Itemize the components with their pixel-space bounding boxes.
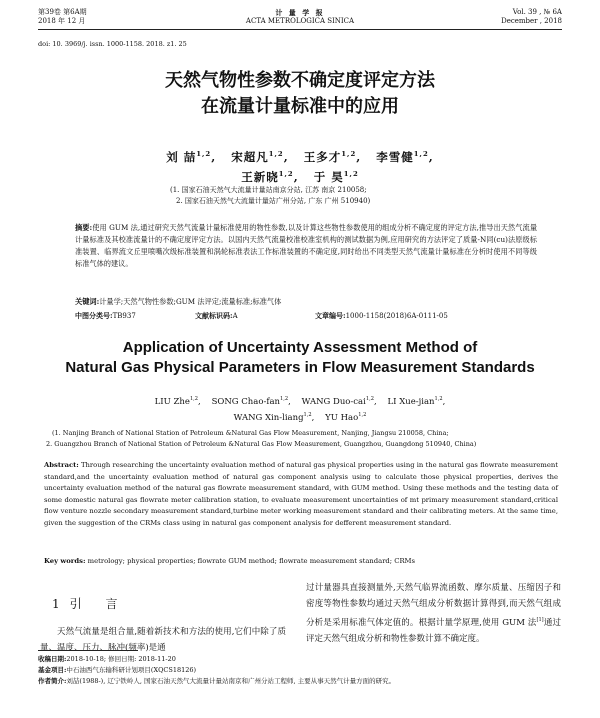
footnote-received: 收稿日期:2018-10-18; 修回日期: 2018-11-20 [38, 655, 176, 663]
keywords-en: Key words: metrology; physical properties; flowrate GUM method; flowrate measurement standard; CRMs [44, 557, 416, 565]
header-rule [38, 29, 562, 30]
intro-right-column: 过计量器具直接测量外,天然气临界流函数、摩尔质量、压缩因子和密度等物性参数均通过天然气组成分析数据计算得到,而天然气组成分析是采用标准气体定值的。根据计量学原理,使用 GUM 法[1]通过评定天然气组成分析和物性参数计算不确定度。 [306, 583, 561, 644]
author-zh: 李雪健$^{1,2}$ [376, 149, 429, 164]
footnote-funding: 基金项目:中石油西气东输科研计划项目(XQCS18126) [38, 666, 197, 674]
intro-left-column: 天然气流量是组合量,随着新技术和方法的使用,它们中除了质量、温度、压力、脉冲(频率)是通 [40, 627, 286, 653]
classification-zh: 中图分类号:TB937 文献标识码:A 文章编号:1000-1158(2018)6A-0111-05 [75, 311, 448, 320]
affiliations-en: (1. Nanjing Branch of National Station of Petroleum &Natural Gas Flow Measurement, Nanjing, Jiangsu 210058, China; 2. Guangzhou Branch of National Station of Petroleum &Natural Gas Flow Measurement, Guangzhou, Guangdong 510940, China) [46, 429, 477, 448]
title-zh-line2: 在流量计量标准中的应用 [201, 96, 399, 117]
journal-volume-en: Vol. 39 , № 6A December , 2018 [501, 8, 562, 25]
footnote-author-bio: 作者简介:刘喆(1988-), 辽宁铁岭人, 国家石油天然气大流量计量站南京和广州分站工程师, 主要从事天然气计量方面的研究。 [38, 677, 396, 685]
title-zh-line1: 天然气物性参数不确定度评定方法 [165, 70, 435, 91]
affiliations-zh: (1. 国家石油天然气大流量计量站南京分站, 江苏 南京 210058; 2. 国家石油天然气大流量计量站广州分站, 广东 广州 510940) [170, 186, 371, 205]
doi: doi: 10. 3969/j. issn. 1000-1158. 2018. z1. 25 [38, 40, 187, 48]
author-zh: 王多才$^{1,2}$ [303, 149, 357, 164]
title-en-line1: Application of Uncertainty Assessment Method of [122, 339, 478, 356]
author-en: WANG Xin-liang$^{1,2}$ [233, 412, 312, 423]
author-en: LI Xue-jian$^{1,2}$ [387, 396, 443, 407]
abstract-zh: 摘要:使用 GUM 法,通过研究天然气流量计量标准使用的物性参数,以及计算这些物性参数使用的组成分析不确定度的评定方法,推导出天然气流量计量标准及其校准流量计的不确定度评定方法。以国内天然气流量校准校准室机构的测试数据为例,应用研究的方法评定了质量-N同(cu)法原级标准装置、临界流文丘里喷嘴次级标准装置和涡轮标准表法工作标准装置的不确定度,同时给出不同类型天然气流量计量标准在分析时使用不同等级标准气体的建议。 [75, 223, 538, 268]
author-en: LIU Zhe$^{1,2}$ [154, 396, 199, 407]
journal-name: 计 量 学 报 ACTA METROLOGICA SINICA [245, 8, 355, 25]
author-zh: 王新晓$^{1,2}$ [241, 169, 294, 184]
authors-en-line1: LIU Zhe$^{1,2}$, SONG Chao-fan$^{1,2}$, WANG Duo-cai$^{1,2}$, LI Xue-jian$^{1,2}$, [154, 396, 446, 407]
author-zh: 刘 喆$^{1,2}$ [166, 149, 212, 164]
citation-ref: [1] [536, 617, 544, 623]
author-zh: 于 昊$^{1,2}$ [313, 169, 359, 184]
section-heading: 1引 言 [52, 597, 128, 611]
journal-volume-issue: 第39卷 第6A期 2018 年 12 月 [38, 8, 87, 25]
authors-en-line2: WANG Xin-liang$^{1,2}$, YU Hao$^{1,2}$ [233, 412, 367, 423]
authors-zh-line1: 刘 喆$^{1,2}$, 宋超凡$^{1,2}$, 王多才$^{1,2}$, 李雪健$^{1,2}$, [166, 149, 434, 164]
author-en: WANG Duo-cai$^{1,2}$ [301, 396, 374, 407]
author-en: SONG Chao-fan$^{1,2}$ [211, 396, 289, 407]
keywords-zh: 关键词:计量学;天然气物性参数;GUM 法评定;流量标准;标准气体 [75, 297, 282, 306]
footnote-rule [38, 650, 138, 651]
authors-zh-line2: 王新晓$^{1,2}$, 于 昊$^{1,2}$ [241, 169, 359, 184]
title-en-line2: Natural Gas Physical Parameters in Flow Measurement Standards [65, 359, 535, 376]
author-zh: 宋超凡$^{1,2}$ [231, 149, 284, 164]
footnotes [38, 654, 562, 687]
author-en: YU Hao$^{1,2}$ [325, 412, 367, 423]
abstract-en: Abstract: Through researching the uncertainty evaluation method of natural gas physical properties using in the natural gas flowrate measurement standard,and the uncertainty evaluation method of natural gas component analysis using to calculate those physical properties, derives the uncertainty evaluation method of the natural gas flowrate measurement standard, with GUM method. Using these methods and the testing data of some domestic natural gas flowrate meter calibration station, to evaluate measurement uncertainties of mt primary measurement standard,critical flow venture nozzle secondary measurement standard,turbine meter working measurement standard and their calibrating meters. At the same time, given the suggestion of the CRMs class using in natural gas component analysis for defferent measurement standard. [44, 461, 558, 527]
